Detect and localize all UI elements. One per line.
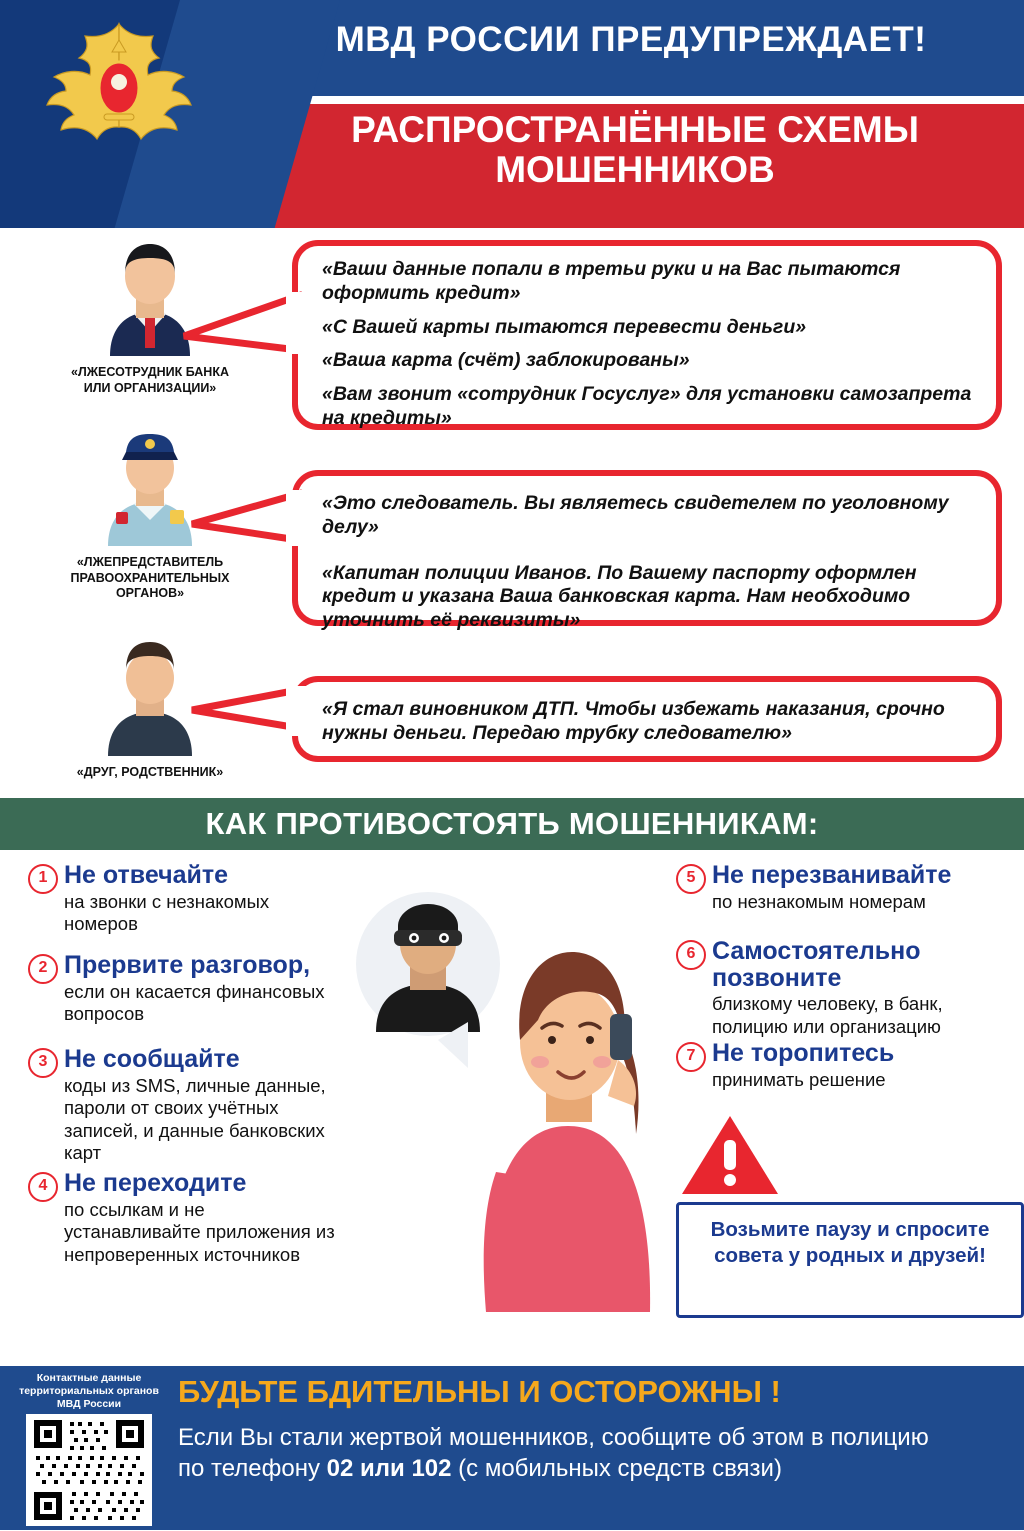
tip-heading: Не сообщайте — [64, 1045, 240, 1073]
qr-code-icon[interactable] — [26, 1414, 152, 1526]
scheme-bubble-tail-1-icon — [178, 288, 308, 358]
section-title-band — [0, 798, 1024, 850]
poster-header — [0, 0, 1024, 228]
tip-number: 3 — [28, 1048, 58, 1078]
tip-item-4 — [28, 1170, 346, 1266]
footer-text — [178, 1422, 1014, 1484]
illustration-phone-scam-icon — [318, 872, 678, 1312]
qr-block — [14, 1372, 164, 1518]
tip-heading: Самостоятельно позвоните — [712, 937, 921, 992]
scheme-quote: «Ваши данные попали в третьи руки и на Вас пытаются оформить кредит» — [322, 258, 901, 304]
tip-number: 2 — [28, 954, 58, 984]
warning-triangle-icon — [678, 1112, 782, 1198]
tips-section — [0, 850, 1024, 1360]
footer-text-line2 — [178, 1453, 1014, 1484]
tip-heading: Прервите разговор, — [64, 951, 311, 979]
header-title-main: МВД РОССИИ ПРЕДУПРЕЖДАЕТ! — [335, 20, 927, 59]
tip-item-1 — [28, 862, 318, 936]
qr-label-line3: МВД России — [56, 1398, 122, 1411]
warning-callout-box — [676, 1202, 1024, 1318]
tip-body: коды из SMS, личные данные, пароли от своих учётных записей, и данные банковских карт — [64, 1074, 326, 1164]
scheme-person-label — [40, 765, 260, 781]
scheme-person-label-line1: «ЛЖЕСОТРУДНИК БАНКА — [71, 365, 229, 379]
tip-heading: Не отвечайте — [64, 861, 229, 889]
footer-phone-post: (с мобильных средств связи) — [451, 1455, 782, 1483]
scheme-person-label-line1: «ЛЖЕПРЕДСТАВИТЕЛЬ — [76, 555, 224, 569]
emblem-mvd-icon — [24, 16, 214, 156]
tip-number: 1 — [28, 864, 58, 894]
scheme-person-label — [40, 365, 260, 396]
tip-item-3 — [28, 1046, 334, 1165]
scheme-person-label — [40, 555, 260, 602]
qr-label-line1: Контактные данные — [36, 1372, 142, 1384]
footer-top-divider — [0, 1360, 1024, 1366]
tip-heading: Не торопитесь — [712, 1039, 895, 1067]
tip-number: 5 — [676, 864, 706, 894]
tip-number: 4 — [28, 1172, 58, 1202]
scheme-bubble-police — [292, 470, 1002, 632]
tip-body: на звонки с незнакомых номеров — [64, 890, 270, 935]
tip-body: по незнакомым номерам — [712, 890, 926, 912]
scheme-person-label-line2: ПРАВООХРАНИТЕЛЬНЫХ — [70, 570, 230, 585]
scheme-quote: «Это следователь. Вы являетесь свидетелем по уголовному делу» — [322, 492, 949, 538]
scheme-person-label-line2: ИЛИ ОРГАНИЗАЦИИ» — [83, 380, 217, 395]
scheme-quote: «Вам звонит «сотрудник Госуслуг» для установки самозапрета на кредиты» — [322, 383, 972, 429]
scheme-bubble-tail-3-icon — [186, 684, 308, 744]
tip-item-2 — [28, 952, 328, 1026]
scheme-quote: «С Вашей карты пытаются перевести деньги» — [322, 315, 807, 338]
qr-label-line2: территориальных органов — [19, 1385, 159, 1398]
scheme-person-label-line1: «ДРУГ, РОДСТВЕННИК» — [76, 765, 224, 779]
scheme-person-label-line3: ОРГАНОВ» — [115, 586, 185, 601]
poster-footer — [0, 1360, 1024, 1530]
tip-heading: Не перезванивайте — [712, 861, 952, 889]
qr-label — [14, 1372, 164, 1411]
tip-body: по ссылкам и не устанавливайте приложения из непроверенных источников — [64, 1198, 335, 1265]
scheme-bubble-bank-employee — [292, 240, 1002, 430]
warning-callout-text: Возьмите паузу и спросите совета у родных и друзей! — [710, 1218, 990, 1267]
tip-body: принимать решение — [712, 1068, 886, 1090]
header-title-sub-line1: РАСПРОСТРАНЁННЫЕ СХЕМЫ — [351, 109, 919, 150]
tip-item-7 — [676, 1040, 996, 1091]
tip-body: близкому человеку, в банк, полицию или организацию — [712, 993, 943, 1037]
footer-headline: БУДЬТЕ БДИТЕЛЬНЫ И ОСТОРОЖНЫ ! — [178, 1374, 781, 1409]
scheme-quote: «Ваша карта (счёт) заблокированы» — [322, 349, 690, 372]
tip-item-5 — [676, 862, 996, 913]
scheme-quote: «Капитан полиции Иванов. По Вашему паспорту оформлен кредит и указана Ваша банковская карта. Нам необходимо уточнить её реквизиты» — [322, 561, 917, 632]
footer-phone-number: 02 или 102 — [326, 1455, 452, 1483]
tip-heading: Не переходите — [64, 1169, 247, 1197]
scheme-bubble-tail-2-icon — [186, 484, 308, 554]
tip-number: 6 — [676, 940, 706, 970]
section-title-text: КАК ПРОТИВОСТОЯТЬ МОШЕННИКАМ: — [205, 806, 819, 841]
schemes-section — [0, 228, 1024, 798]
footer-text-line1: Если Вы стали жертвой мошенников, сообщите об этом в полицию — [178, 1424, 929, 1451]
scheme-quote: «Я стал виновником ДТП. Чтобы избежать наказания, срочно нужны деньги. Передаю трубку следователю» — [322, 698, 945, 744]
tip-item-6 — [676, 938, 996, 1038]
footer-phone-pre: по телефону — [178, 1455, 327, 1483]
tip-body: если он касается финансовых вопросов — [64, 980, 325, 1025]
scheme-bubble-relative — [292, 676, 1002, 762]
header-title-sub — [250, 110, 1020, 190]
header-title-sub-line2: МОШЕННИКОВ — [495, 148, 775, 190]
tip-number: 7 — [676, 1042, 706, 1072]
